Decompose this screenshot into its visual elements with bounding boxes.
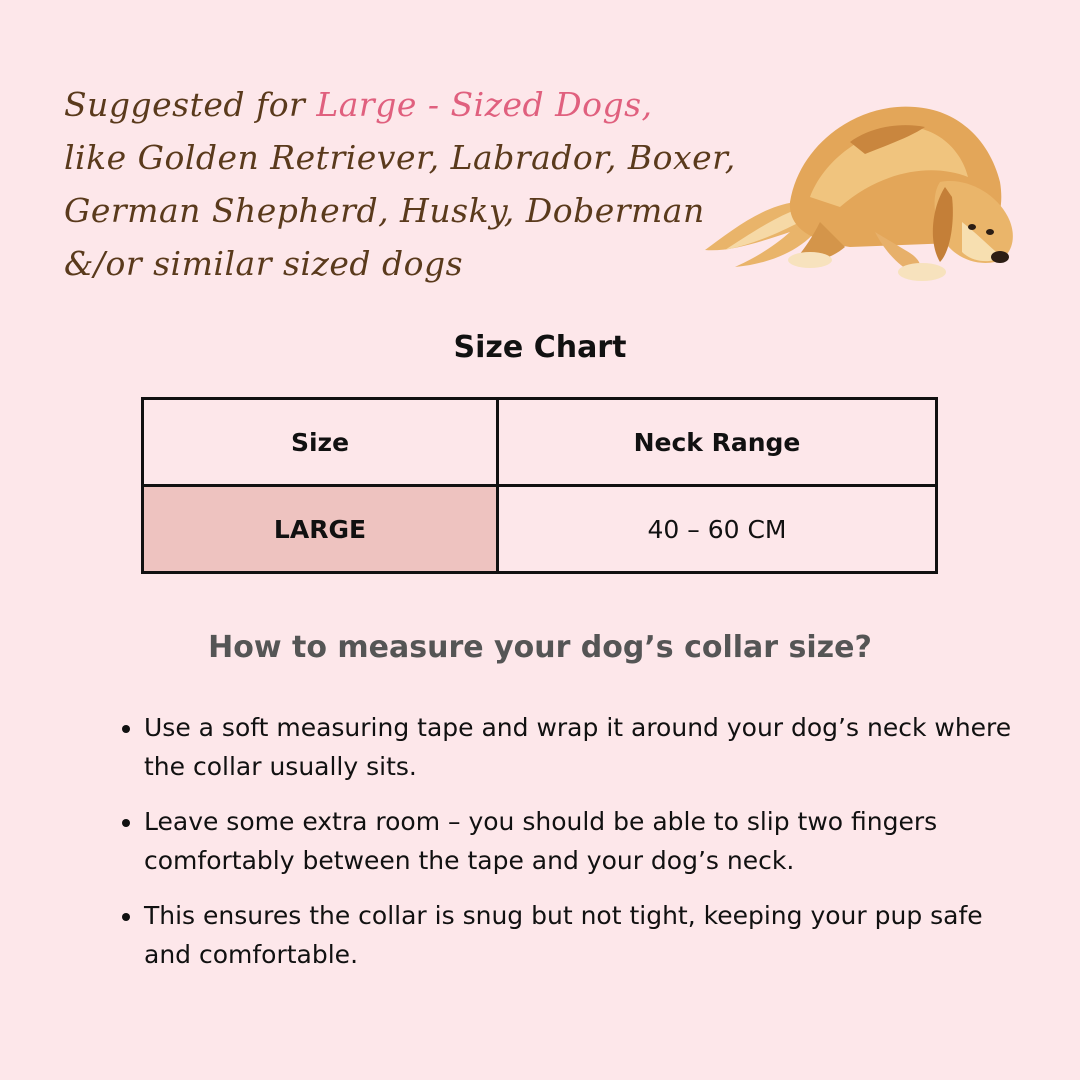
table-header-row (143, 399, 937, 486)
intro-line-2: like Golden Retriever, Labrador, Boxer, (64, 138, 736, 177)
cell-neck-range: 40 – 60 CM (498, 486, 937, 573)
intro-line-4: &/or similar sized dogs (64, 244, 464, 283)
intro-text (64, 78, 736, 290)
list-item: • Use a soft measuring tape and wrap it around your dog’s neck where the collar usually sits. (144, 708, 1024, 786)
intro-highlight: Large - Sized Dogs, (316, 85, 653, 124)
intro-line-3: German Shepherd, Husky, Doberman (64, 191, 705, 230)
header-neck-range: Neck Range (498, 399, 937, 486)
size-chart-table (141, 397, 938, 574)
measure-tips-list (110, 708, 1024, 990)
intro-prefix: Suggested for (64, 85, 317, 124)
intro-line-1 (64, 78, 724, 131)
size-chart-title: Size Chart (453, 330, 627, 365)
header-size: Size (143, 399, 498, 486)
table-row (143, 486, 937, 573)
golden-retriever-icon (700, 82, 1030, 292)
measure-heading: How to measure your dog’s collar size? (208, 630, 872, 665)
list-item: • Leave some extra room – you should be able to slip two fingers comfortably between the tape and your dog’s neck. (144, 802, 1024, 880)
list-item: • This ensures the collar is snug but not tight, keeping your pup safe and comfortable. (144, 896, 1024, 974)
cell-size-large: LARGE (143, 486, 498, 573)
